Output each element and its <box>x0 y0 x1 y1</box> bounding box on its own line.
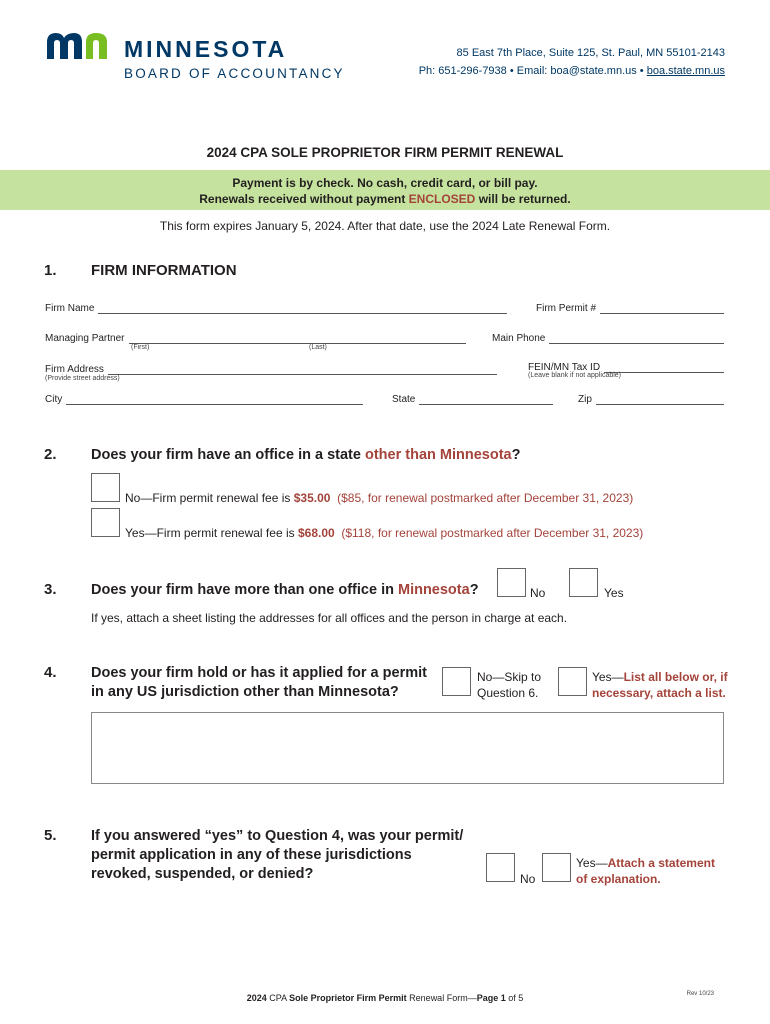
fein-label: FEIN/MN Tax ID <box>528 362 601 373</box>
main-phone-label: Main Phone <box>492 333 546 344</box>
minnesota-logo-icon <box>44 30 112 60</box>
footer-page: Page 1 <box>476 993 506 1003</box>
section-4-question <box>91 664 427 702</box>
banner-text: Renewals received without payment <box>199 192 406 206</box>
city-field[interactable] <box>45 394 363 405</box>
office-address: 85 East 7th Place, Suite 125, St. Paul, MN 55101-2143 <box>456 47 725 59</box>
section-1-number: 1. <box>44 262 57 279</box>
q2-yes-label: Yes—Firm permit renewal fee is <box>125 526 295 540</box>
zip-label: Zip <box>578 394 592 405</box>
q3-text: Does your firm have more than one office in <box>91 582 394 598</box>
page-footer <box>0 993 770 1003</box>
q2-no-checkbox[interactable] <box>91 473 120 502</box>
footer-renewal: Renewal Form— <box>409 993 477 1003</box>
firm-address-line[interactable] <box>108 365 497 375</box>
footer-form-name: Sole Proprietor Firm Permit <box>289 993 407 1003</box>
q2-no-option <box>125 491 633 505</box>
q2-yes-checkbox[interactable] <box>91 508 120 537</box>
q3-end: ? <box>469 582 479 598</box>
q3-yes-label: Yes <box>604 586 624 600</box>
q2-no-label: No—Firm permit renewal fee is <box>125 491 291 505</box>
q4-line-1: Does your firm hold or has it applied for a permit <box>91 665 427 681</box>
q3-no-checkbox[interactable] <box>497 568 526 597</box>
q5-line-3: revoked, suspended, or denied? <box>91 866 314 882</box>
q4-yes-line-2 <box>592 685 728 701</box>
section-1-title: FIRM INFORMATION <box>91 262 237 279</box>
banner-line-2 <box>0 191 770 207</box>
last-name-note: (Last) <box>309 344 327 351</box>
q4-yes-checkbox[interactable] <box>558 667 587 696</box>
payment-banner <box>0 170 770 210</box>
q4-no-checkbox[interactable] <box>442 667 471 696</box>
q5-yes-option <box>576 855 715 887</box>
firm-permit-field[interactable] <box>536 303 724 314</box>
q2-highlight: other than Minnesota <box>364 447 512 463</box>
q3-no-label: No <box>530 586 546 600</box>
org-name: MINNESOTA <box>124 36 288 62</box>
q5-line-1: If you answered “yes” to Question 4, was your permit/ <box>91 828 464 844</box>
q5-yes-prefix: Yes— <box>576 856 608 870</box>
q5-yes-text-2: of explanation. <box>576 872 661 886</box>
org-subtitle: BOARD OF ACCOUNTANCY <box>124 66 345 81</box>
section-2-question <box>91 446 520 465</box>
firm-name-label: Firm Name <box>45 303 95 314</box>
main-phone-line[interactable] <box>549 334 724 344</box>
managing-partner-line[interactable] <box>129 334 467 344</box>
q5-no-checkbox[interactable] <box>486 853 515 882</box>
city-label: City <box>45 394 63 405</box>
q2-no-late: ($85, for renewal postmarked after December 31, 2023) <box>337 491 634 505</box>
q4-yes-option <box>592 669 728 701</box>
firm-address-field[interactable] <box>45 364 497 375</box>
q5-yes-line-2 <box>576 871 715 887</box>
q2-yes-fee: $68.00 <box>297 526 335 540</box>
managing-partner-field[interactable] <box>45 333 466 344</box>
section-5-question <box>91 827 463 884</box>
q5-line-2: permit application in any of these jurisdictions <box>91 847 412 863</box>
q2-yes-option <box>125 526 643 540</box>
jurisdiction-list-box[interactable] <box>91 712 724 784</box>
q4-line-2: in any US jurisdiction other than Minnesota? <box>91 684 399 700</box>
q4-no-line-2: Question 6. <box>477 686 539 700</box>
firm-name-field[interactable] <box>45 303 507 314</box>
q3-highlight: Minnesota <box>397 582 470 598</box>
q2-yes-late: ($118, for renewal postmarked after December 31, 2023) <box>341 526 644 540</box>
firm-permit-line[interactable] <box>600 304 724 314</box>
q3-note: If yes, attach a sheet listing the addresses for all offices and the person in charge at each. <box>91 611 568 625</box>
address-note: (Provide street address) <box>45 375 120 382</box>
q3-yes-checkbox[interactable] <box>569 568 598 597</box>
section-5-number: 5. <box>44 827 57 844</box>
fein-line[interactable] <box>604 363 724 373</box>
revision-note: Rev 10/23 <box>686 991 714 997</box>
q4-yes-line-1 <box>592 669 728 685</box>
q2-no-fee: $35.00 <box>293 491 331 505</box>
first-name-note: (First) <box>131 344 150 351</box>
footer-year: 2024 <box>246 993 267 1003</box>
expiration-note: This form expires January 5, 2024. After that date, use the 2024 Late Renewal Form. <box>159 219 611 233</box>
state-line[interactable] <box>419 395 553 405</box>
managing-partner-label: Managing Partner <box>45 333 125 344</box>
zip-line[interactable] <box>596 395 724 405</box>
firm-address-label: Firm Address <box>45 364 104 375</box>
form-title: 2024 CPA SOLE PROPRIETOR FIRM PERMIT RENEWAL <box>206 145 564 160</box>
q4-no-line-1: No—Skip to <box>477 670 542 684</box>
fein-note: (Leave blank if not applicable) <box>528 372 622 379</box>
section-2-number: 2. <box>44 446 57 463</box>
city-line[interactable] <box>66 395 363 405</box>
q5-no-label: No <box>520 872 536 886</box>
q4-yes-text-2: necessary, attach a list. <box>592 686 726 700</box>
q5-yes-checkbox[interactable] <box>542 853 571 882</box>
banner-highlight: ENCLOSED <box>408 192 476 206</box>
q5-yes-line-1 <box>576 855 715 871</box>
contact-block <box>419 44 725 80</box>
q4-yes-prefix: Yes— <box>592 670 624 684</box>
q4-yes-text-1: List all below or, if <box>623 670 728 684</box>
firm-name-line[interactable] <box>98 304 507 314</box>
section-3-question <box>91 581 479 600</box>
phone-email: Ph: 651-296-7938 • Email: boa@state.mn.us • <box>418 65 644 77</box>
section-3-number: 3. <box>44 581 57 598</box>
section-4-number: 4. <box>44 664 57 681</box>
banner-line-1: Payment is by check. No cash, credit card, or bill pay. <box>232 176 538 190</box>
contact-line <box>419 62 725 80</box>
state-label: State <box>392 394 416 405</box>
q4-no-option <box>477 669 541 701</box>
footer-of: of 5 <box>508 993 524 1003</box>
logo <box>44 30 364 84</box>
firm-permit-label: Firm Permit # <box>536 303 596 314</box>
banner-text-end: will be returned. <box>478 192 571 206</box>
website-link[interactable]: boa.state.mn.us <box>646 65 725 77</box>
main-phone-field[interactable] <box>492 333 724 344</box>
state-field[interactable] <box>392 394 553 405</box>
q5-yes-text-1: Attach a statement <box>607 856 715 870</box>
q2-text: Does your firm have an office in a state <box>91 447 361 463</box>
footer-cpa: CPA <box>269 993 287 1003</box>
zip-field[interactable] <box>578 394 724 405</box>
q2-end: ? <box>511 447 521 463</box>
